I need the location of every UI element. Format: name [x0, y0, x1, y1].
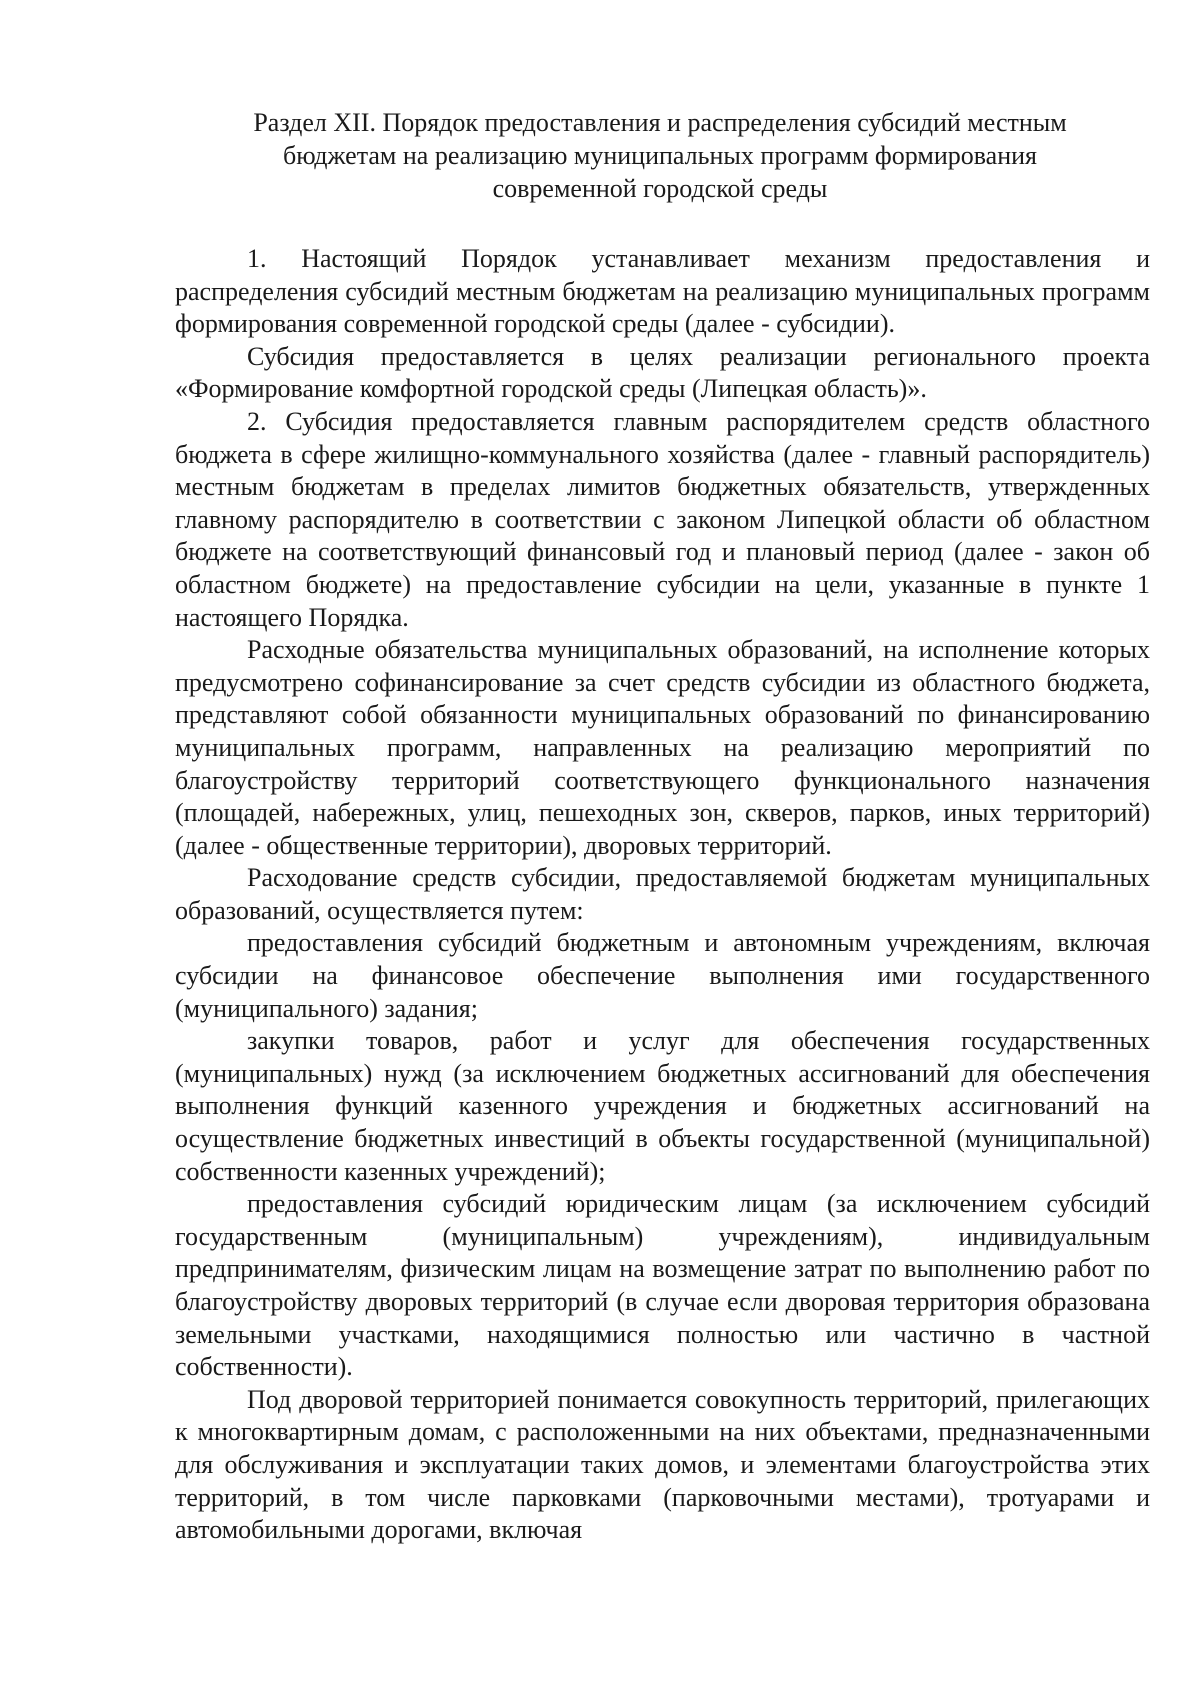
section-title-line: современной городской среды: [492, 174, 828, 203]
paragraph-4: Расходные обязательства муниципальных образований, на исполнение которых предусмотрено софинансирование за счет средств субсидии из областного бюджета, представляют собой обязанности муниципальных образований по финансированию муниципальных программ, направленных на реализацию мероприятий по благоустройству территорий соответствующего функционального назначения (площадей, набережных, улиц, пешеходных зон, скверов, парков, иных территорий) (далее - общественные территории), дворовых территорий.: [175, 635, 1150, 860]
paragraph-9: Под дворовой территорией понимается совокупность территорий, прилегающих к многоквартирным домам, с расположенными на них объектами, предназначенными для обслуживания и эксплуатации таких домов, и элементами благоустройства этих территорий, в том числе парковками (парковочными местами), тротуарами и автомобильными дорогами, включая: [175, 1384, 1150, 1545]
paragraph-6: предоставления субсидий бюджетным и автономным учреждениям, включая субсидии на финансовое обеспечение выполнения ими государственного (муниципального) задания;: [175, 928, 1150, 1023]
paragraph-3: 2. Субсидия предоставляется главным распорядителем средств областного бюджета в сфере жилищно-коммунального хозяйства (далее - главный распорядитель) местным бюджетам в пределах лимитов бюджетных обязательств, утвержденных главному распорядителю в соответствии с законом Липецкой области об областном бюджете на соответствующий финансовый год и плановый период (далее - закон об областном бюджете) на предоставление субсидии на цели, указанные в пункте 1 настоящего Порядка.: [175, 406, 1150, 632]
section-title: [175, 106, 1145, 205]
paragraph-1: 1. Настоящий Порядок устанавливает механизм предоставления и распределения субсидий местным бюджетам на реализацию муниципальных программ формирования современной городской среды (далее - субсидии).: [175, 244, 1150, 339]
section-title-line: Раздел XII. Порядок предоставления и распределения субсидий местным: [253, 108, 1067, 137]
paragraph-7: закупки товаров, работ и услуг для обеспечения государственных (муниципальных) нужд (за исключением бюджетных ассигнований для обеспечения выполнения функций казенного учреждения и бюджетных ассигнований на осуществление бюджетных инвестиций в объекты государственной (муниципальной) собственности казенных учреждений);: [175, 1026, 1150, 1186]
document-body: [175, 243, 1150, 1547]
section-title-line: бюджетам на реализацию муниципальных программ формирования: [282, 141, 1038, 170]
paragraph-5: Расходование средств субсидии, предоставляемой бюджетам муниципальных образований, осуществляется путем:: [175, 863, 1150, 925]
paragraph-8: предоставления субсидий юридическим лицам (за исключением субсидий государственным (муниципальным) учреждениям), индивидуальным предпринимателям, физическим лицам на возмещение затрат по выполнению работ по благоустройству дворовых территорий (в случае если дворовая территория образована земельными участками, находящимися полностью или частично в частной собственности).: [175, 1189, 1150, 1382]
paragraph-2: Субсидия предоставляется в целях реализации регионального проекта «Формирование комфортной городской среды (Липецкая область)».: [175, 341, 1150, 404]
